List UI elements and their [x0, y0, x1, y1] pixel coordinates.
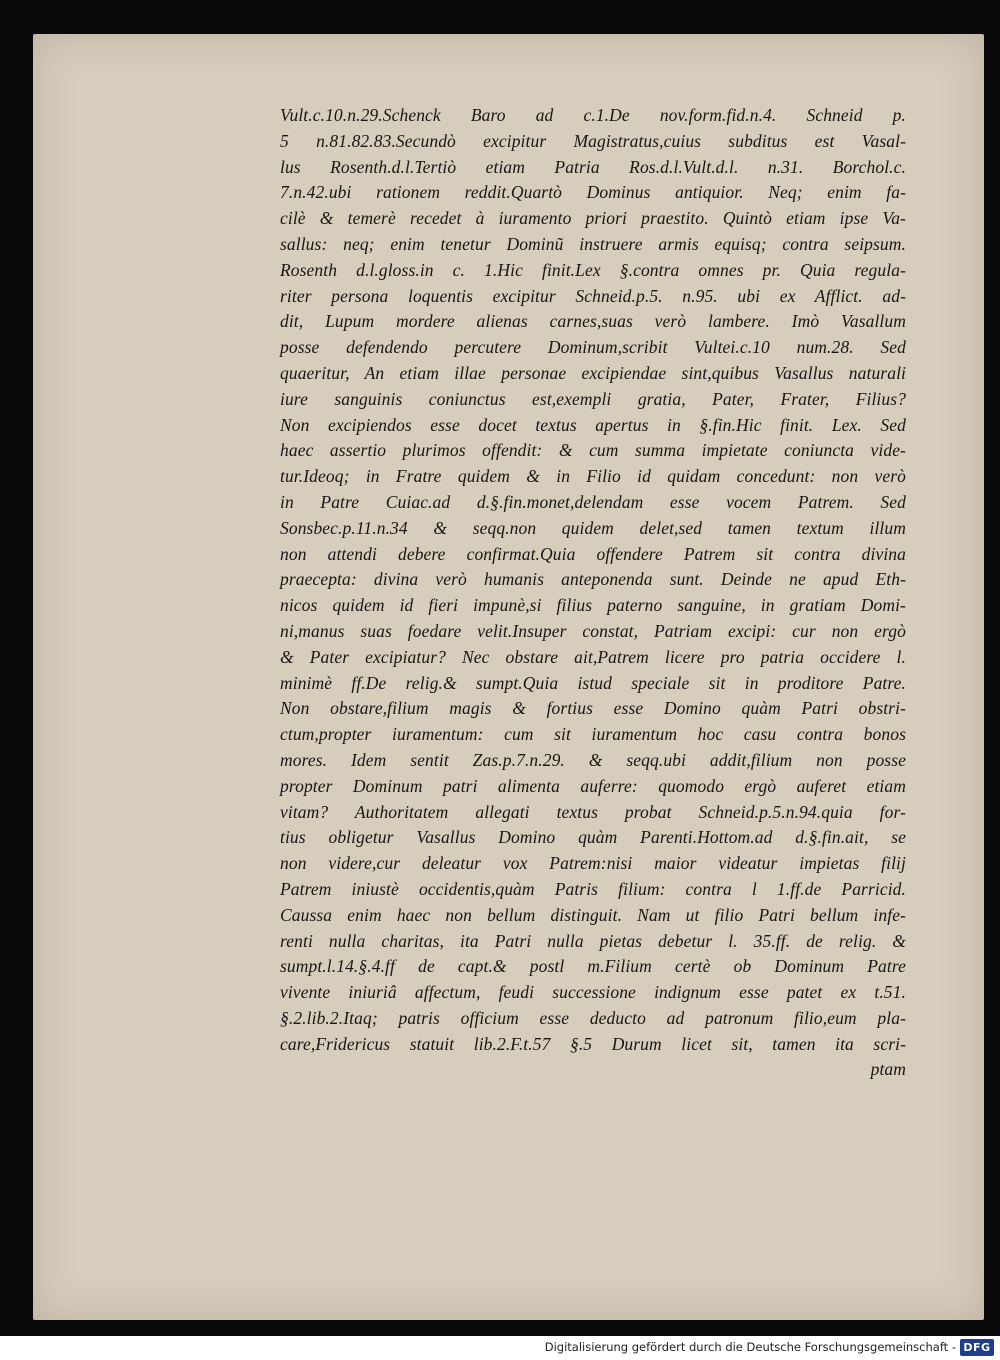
text-line: Caussa enim haec non bellum distinguit. Nam ut filio Patri bellum infe-	[280, 904, 906, 925]
text-line: non attendi debere confirmat.Quia offendere Patrem sit contra divina	[280, 543, 906, 564]
text-line: 5 n.81.82.83.Secundò excipitur Magistratus,cuius subditus est Vasal-	[280, 130, 906, 151]
text-line: care,Fridericus statuit lib.2.F.t.57 §.5 Durum licet sit, tamen ita scri-	[280, 1033, 906, 1054]
text-line: Non obstare,filium magis & fortius esse Domino quàm Patri obstri-	[280, 698, 906, 719]
text-line: Sonsbec.p.11.n.34 & seqq.non quidem delet,sed tamen textum illum	[280, 517, 906, 538]
text-line: mores. Idem sentit Zas.p.7.n.29. & seqq.ubi addit,filium non posse	[280, 749, 906, 770]
text-line: §.2.lib.2.Itaq; patris officium esse deducto ad patronum filio,eum pla-	[280, 1007, 906, 1028]
text-line: praecepta: divina verò humanis anteponenda sunt. Deinde ne apud Eth-	[280, 569, 906, 590]
dfg-logo-icon: DFG	[960, 1339, 994, 1356]
text-line: minimè ff.De relig.& sumpt.Quia istud speciale sit in proditore Patre.	[280, 672, 906, 693]
footer-credit: Digitalisierung gefördert durch die Deutsche Forschungsgemeinschaft -	[544, 1340, 956, 1354]
text-line: riter persona loquentis excipitur Schneid.p.5. n.95. ubi ex Afflict. ad-	[280, 285, 906, 306]
text-line: renti nulla charitas, ita Patri nulla pietas debetur l. 35.ff. de relig. &	[280, 930, 906, 951]
text-line: nicos quidem id fieri impunè,si filius paterno sanguine, in gratiam Domi-	[280, 595, 906, 616]
text-line: sallus: neq; enim tenetur Dominũ instruere armis equisq; contra seipsum.	[280, 233, 906, 254]
page-text-block	[280, 103, 906, 1083]
text-line: propter Dominum patri alimenta auferre: quomodo ergò auferet etiam	[280, 775, 906, 796]
text-line: ctum,propter iuramentum: cum sit iuramentum hoc casu contra bonos	[280, 724, 906, 745]
footer-bar	[0, 1336, 1000, 1360]
text-line: ptam	[870, 1059, 906, 1080]
text-line: quaeritur, An etiam illae personae excipiendae sint,quibus Vasallus naturali	[280, 362, 906, 383]
text-line: Vult.c.10.n.29.Schenck Baro ad c.1.De nov.form.fid.n.4. Schneid p.	[280, 105, 906, 125]
text-line: vivente iniuriâ affectum, feudi successione indignum esse patet ex t.51.	[280, 982, 906, 1003]
text-line: sumpt.l.14.§.4.ff de capt.& postl m.Filium certè ob Dominum Patre	[280, 956, 906, 977]
text-line: iure sanguinis coniunctus est,exempli gratia, Pater, Frater, Filius?	[280, 388, 906, 409]
text-line: non videre,cur deleatur vox Patrem:nisi maior videatur impietas filij	[280, 853, 906, 874]
text-line: & Pater excipiatur? Nec obstare ait,Patrem licere pro patria occidere l.	[280, 646, 906, 667]
text-line: posse defendendo percutere Dominum,scribit Vultei.c.10 num.28. Sed	[280, 337, 906, 358]
text-line: cilè & temerè recedet à iuramento priori praestito. Quintò etiam ipse Va-	[280, 208, 906, 229]
text-line: dit, Lupum mordere alienas carnes,suas verò lambere. Imò Vasallum	[280, 311, 906, 332]
text-line: haec assertio plurimos offendit: & cum summa impietate coniuncta vide-	[280, 440, 906, 461]
text-line: in Patre Cuiac.ad d.§.fin.monet,delendam esse vocem Patrem. Sed	[280, 491, 906, 512]
text-line: tur.Ideoq; in Fratre quidem & in Filio id quidam concedunt: non verò	[280, 466, 906, 487]
text-line: Patrem iniustè occidentis,quàm Patris filium: contra l 1.ff.de Parricid.	[280, 878, 906, 899]
text-line: lus Rosenth.d.l.Tertiò etiam Patria Ros.d.l.Vult.d.l. n.31. Borchol.c.	[280, 156, 906, 177]
text-line: ni,manus suas foedare velit.Insuper constat, Patriam excipi: cur non ergò	[280, 620, 906, 641]
text-line: 7.n.42.ubi rationem reddit.Quartò Dominus antiquior. Neq; enim fa-	[280, 182, 906, 203]
text-line: vitam? Authoritatem allegati textus probat Schneid.p.5.n.94.quia for-	[280, 801, 906, 822]
text-line: Rosenth d.l.gloss.in c. 1.Hic finit.Lex §.contra omnes pr. Quia regula-	[280, 259, 906, 280]
text-line: tius obligetur Vasallus Domino quàm Parenti.Hottom.ad d.§.fin.ait, se	[280, 827, 906, 848]
text-line: Non excipiendos esse docet textus apertus in §.fin.Hic finit. Lex. Sed	[280, 414, 906, 435]
